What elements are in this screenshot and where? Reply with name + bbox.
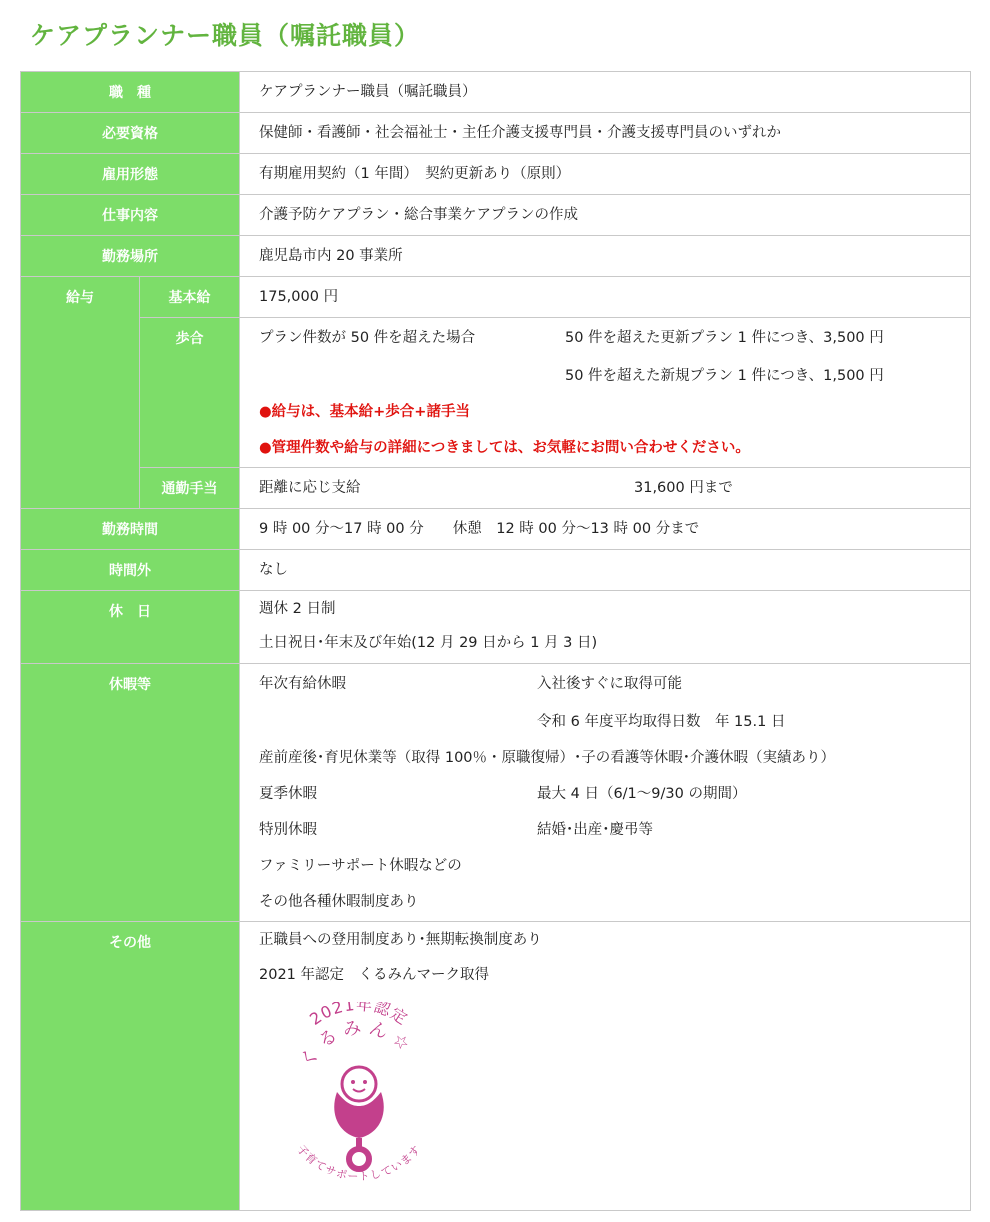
header-kyuyo: 給与: [21, 277, 140, 509]
value-naiyou: 介護予防ケアプラン・総合事業ケアプランの作成: [259, 207, 578, 223]
kyuka-kaki-value: 最大 4 日（6/1～9/30 の期間）: [537, 786, 747, 802]
row-kyuka: [21, 664, 971, 922]
value-shokushu: ケアプランナー職員（嘱託職員）: [259, 84, 477, 100]
header-keitai: 雇用形態: [21, 154, 240, 195]
logo-mid-text: くるみん☆: [296, 1016, 419, 1072]
row-shokushu: [21, 72, 971, 113]
header-other: その他: [21, 922, 240, 1211]
row-buai: [21, 318, 971, 468]
header-shikaku: 必要資格: [21, 113, 240, 154]
row-jikan: [21, 509, 971, 550]
row-other: [21, 922, 971, 1211]
kyuka-nenji: 年次有給休暇: [259, 676, 346, 692]
buai-condition: プラン件数が 50 件を超えた場合: [259, 330, 476, 346]
kyuka-family: ファミリーサポート休暇などの: [259, 858, 462, 874]
row-kyujitsu: [21, 591, 971, 664]
kyujitsu-line-2: 土日祝日･年末及び年始(12 月 29 日から 1 月 3 日): [259, 635, 598, 651]
kyuka-sonota: その他各種休暇制度あり: [259, 894, 419, 910]
job-info-table: [20, 71, 971, 1211]
logo-bottom-text: 子育てサポートしています: [294, 1142, 424, 1184]
header-basho: 勤務場所: [21, 236, 240, 277]
page-title: ケアプランナー職員（嘱託職員）: [30, 21, 421, 50]
kyujitsu-line-1: 週休 2 日制: [259, 601, 336, 617]
row-basho: [21, 236, 971, 277]
value-keitai: 有期雇用契約（1 年間） 契約更新あり（原則）: [259, 166, 571, 182]
row-shikaku: [21, 113, 971, 154]
buai-renew: 50 件を超えた更新プラン 1 件につき、3,500 円: [565, 330, 884, 346]
row-kihon: [21, 277, 971, 318]
value-kihon: 175,000 円: [259, 289, 339, 305]
header-naiyou: 仕事内容: [21, 195, 240, 236]
kyuka-kaki: 夏季休暇: [259, 786, 317, 802]
kyuka-sanzen: 産前産後･育児休業等（取得 100％・原職復帰）･子の看護等休暇･介護休暇（実績あり）: [259, 750, 836, 766]
value-basho: 鹿児島市内 20 事業所: [259, 248, 403, 264]
header-buai: 歩合: [140, 318, 240, 468]
kyuka-tokubetsu-value: 結婚･出産･慶弔等: [537, 822, 653, 838]
header-kyuka: 休暇等: [21, 664, 240, 922]
row-keitai: [21, 154, 971, 195]
header-shokushu: 職 種: [21, 72, 240, 113]
tsukin-value: 距離に応じ支給: [259, 480, 361, 496]
logo-top-text: 2021年認定: [306, 1002, 412, 1029]
value-shikaku: 保健師・看護師・社会福祉士・主任介護支援専門員・介護支援専門員のいずれか: [259, 125, 781, 141]
tsukin-max: 31,600 円まで: [634, 480, 733, 496]
buai-note-2: ●管理件数や給与の詳細につきましては、お気軽にお問い合わせください。: [259, 440, 750, 456]
buai-note-1: ●給与は、基本給+歩合+諸手当: [259, 404, 470, 420]
buai-new: 50 件を超えた新規プラン 1 件につき、1,500 円: [565, 368, 884, 384]
kyuka-nenji-b: 令和 6 年度平均取得日数 年 15.1 日: [537, 714, 786, 730]
value-jikan: 9 時 00 分～17 時 00 分 休憩 12 時 00 分～13 時 00 分まで: [259, 521, 700, 537]
other-line-1: 正職員への登用制度あり･無期転換制度あり: [259, 932, 542, 948]
row-naiyou: [21, 195, 971, 236]
kyuka-nenji-a: 入社後すぐに取得可能: [537, 676, 682, 692]
header-jikangai: 時間外: [21, 550, 240, 591]
header-kyujitsu: 休 日: [21, 591, 240, 664]
kurumin-logo: [259, 994, 970, 1210]
header-jikan: 勤務時間: [21, 509, 240, 550]
other-line-2: 2021 年認定 くるみんマーク取得: [259, 967, 490, 983]
header-kihon: 基本給: [140, 277, 240, 318]
row-jikangai: [21, 550, 971, 591]
kyuka-tokubetsu: 特別休暇: [259, 822, 317, 838]
row-tsukin: [21, 468, 971, 509]
kurumin-mark-icon: [259, 1002, 459, 1198]
value-jikangai: なし: [259, 562, 288, 578]
header-tsukin: 通勤手当: [140, 468, 240, 509]
